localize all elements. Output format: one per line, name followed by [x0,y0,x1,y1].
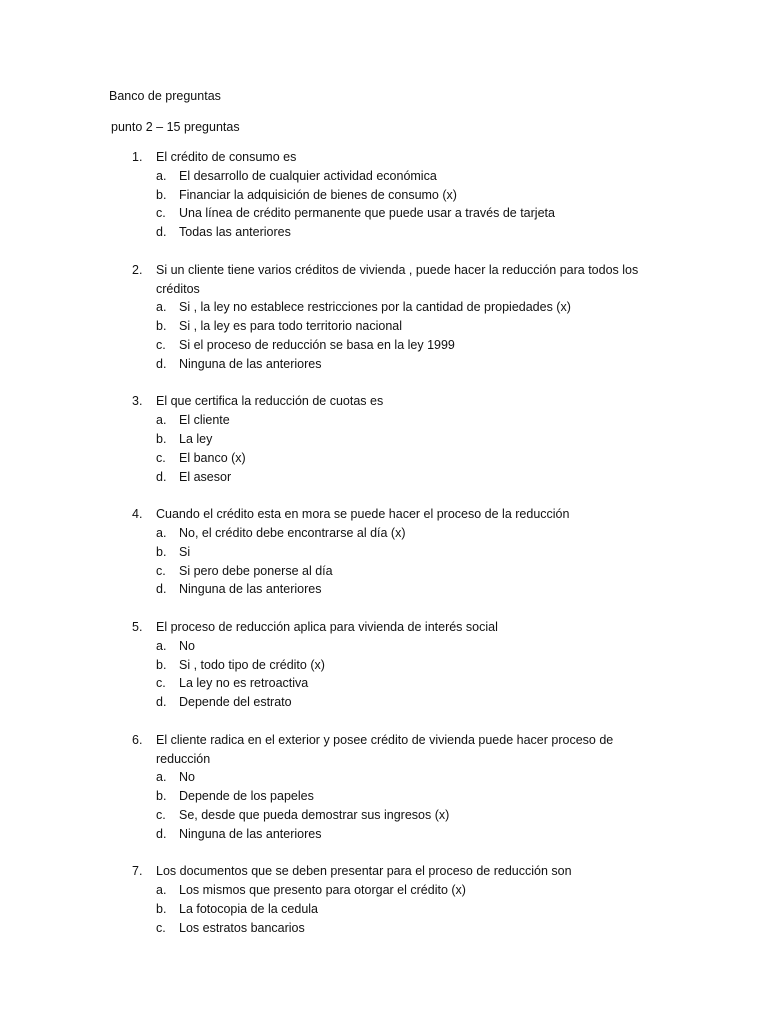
option-letter: d. [156,225,167,240]
option-letter: d. [156,695,167,710]
option-text: El asesor [179,469,232,484]
option-text: La ley [179,431,213,446]
option-text: La ley no es retroactiva [179,676,309,691]
option-letter: a. [156,638,167,653]
question-number: 1. [132,150,143,164]
answer-option [0,881,768,900]
option-letter: c. [156,337,166,352]
answer-option [0,524,768,543]
answer-option [0,411,768,430]
question-number: 4. [132,507,143,522]
question-text: Si un cliente tiene varios créditos de vivienda , puede hacer la reducción para todos los créditos [156,262,639,296]
answer-option [0,580,768,599]
answer-option [0,825,768,844]
option-text: Se, desde que pueda demostrar sus ingresos (x) [179,807,450,822]
answer-option [0,449,768,468]
answer-options [0,881,768,937]
option-text: Los mismos que presento para otorgar el crédito (x) [179,883,466,898]
option-text: No [179,770,195,785]
answer-option [0,468,768,487]
option-text: Financiar la adquisición de bienes de consumo (x) [179,187,457,202]
question-text: El proceso de reducción aplica para vivienda de interés social [156,619,498,634]
option-letter: c. [156,450,166,465]
answer-options [0,411,768,486]
option-letter: d. [156,469,167,484]
answer-option [0,693,768,712]
option-text: Ninguna de las anteriores [179,826,322,841]
answer-option [0,167,768,186]
answer-options [0,637,768,712]
option-letter: d. [156,582,167,597]
option-text: Ninguna de las anteriores [179,356,322,371]
answer-option [0,768,768,787]
option-text: Si , la ley no establece restricciones por la cantidad de propiedades (x) [179,300,571,315]
question-item [0,862,768,937]
option-letter: b. [156,431,167,446]
option-letter: b. [156,657,167,672]
option-letter: c. [156,206,166,221]
question-stem [0,505,768,524]
option-letter: a. [156,168,167,183]
option-letter: a. [156,413,167,428]
option-text: Depende del estrato [179,695,292,710]
option-text: Depende de los papeles [179,789,314,804]
option-letter: b. [156,544,167,559]
answer-option [0,900,768,919]
option-letter: c. [156,807,166,822]
question-text: Cuando el crédito esta en mora se puede hacer el proceso de la reducción [156,507,570,522]
question-number: 7. [132,864,143,879]
option-letter: b. [156,319,167,334]
option-letter: b. [156,187,167,202]
question-stem [0,392,768,411]
question-stem [0,862,768,881]
answer-option [0,919,768,938]
question-stem [0,618,768,637]
question-item [0,731,768,844]
question-stem [0,261,768,299]
option-letter: d. [156,356,167,371]
option-text: Los estratos bancarios [179,920,305,935]
option-text: Si , todo tipo de crédito (x) [179,657,325,672]
answer-option [0,317,768,336]
answer-options [0,768,768,843]
option-text: Todas las anteriores [179,225,291,240]
option-letter: b. [156,789,167,804]
answer-option [0,787,768,806]
option-letter: a. [156,525,167,540]
question-text: El que certifica la reducción de cuotas es [156,394,384,409]
option-text: Si , la ley es para todo territorio nacional [179,319,403,334]
option-text: El cliente [179,413,230,428]
answer-option [0,543,768,562]
question-item [0,505,768,599]
answer-option [0,336,768,355]
answer-option [0,562,768,581]
question-item [0,618,768,712]
document-subtitle: punto 2 – 15 preguntas [111,120,240,134]
option-text: Ninguna de las anteriores [179,582,322,597]
document-title: Banco de preguntas [109,89,221,103]
answer-option [0,355,768,374]
option-letter: c. [156,920,166,935]
option-text: Si [179,544,191,559]
answer-option [0,656,768,675]
answer-option [0,430,768,449]
question-stem [0,731,768,769]
option-text: No [179,638,195,653]
option-text: Si el proceso de reducción se basa en la ley 1999 [179,337,455,352]
question-item [0,392,768,486]
answer-option [0,674,768,693]
question-stem [0,148,768,167]
answer-options [0,298,768,373]
option-text: No, el crédito debe encontrarse al día (x) [179,525,406,540]
question-text: Los documentos que se deben presentar para el proceso de reducción son [156,864,572,879]
option-letter: a. [156,883,167,898]
answer-options [0,167,768,242]
answer-option [0,806,768,825]
option-letter: c. [156,676,166,691]
option-letter: d. [156,826,167,841]
question-text: El crédito de consumo es [156,150,297,164]
answer-option [0,204,768,223]
option-letter: a. [156,770,167,785]
question-item [0,148,768,242]
question-number: 5. [132,619,143,634]
answer-option [0,223,768,242]
answer-option [0,186,768,205]
question-number: 2. [132,262,143,277]
question-list [0,148,768,956]
option-letter: c. [156,563,166,578]
answer-option [0,298,768,317]
option-letter: b. [156,901,167,916]
question-item [0,261,768,374]
option-letter: a. [156,300,167,315]
answer-options [0,524,768,599]
question-number: 3. [132,394,143,409]
option-text: La fotocopia de la cedula [179,901,318,916]
answer-option [0,637,768,656]
option-text: Si pero debe ponerse al día [179,563,333,578]
option-text: Una línea de crédito permanente que puede usar a través de tarjeta [179,206,555,221]
option-text: El banco (x) [179,450,246,465]
option-text: El desarrollo de cualquier actividad económica [179,168,437,183]
question-text: El cliente radica en el exterior y posee crédito de vivienda puede hacer proceso de reducción [156,732,614,766]
question-number: 6. [132,732,143,747]
